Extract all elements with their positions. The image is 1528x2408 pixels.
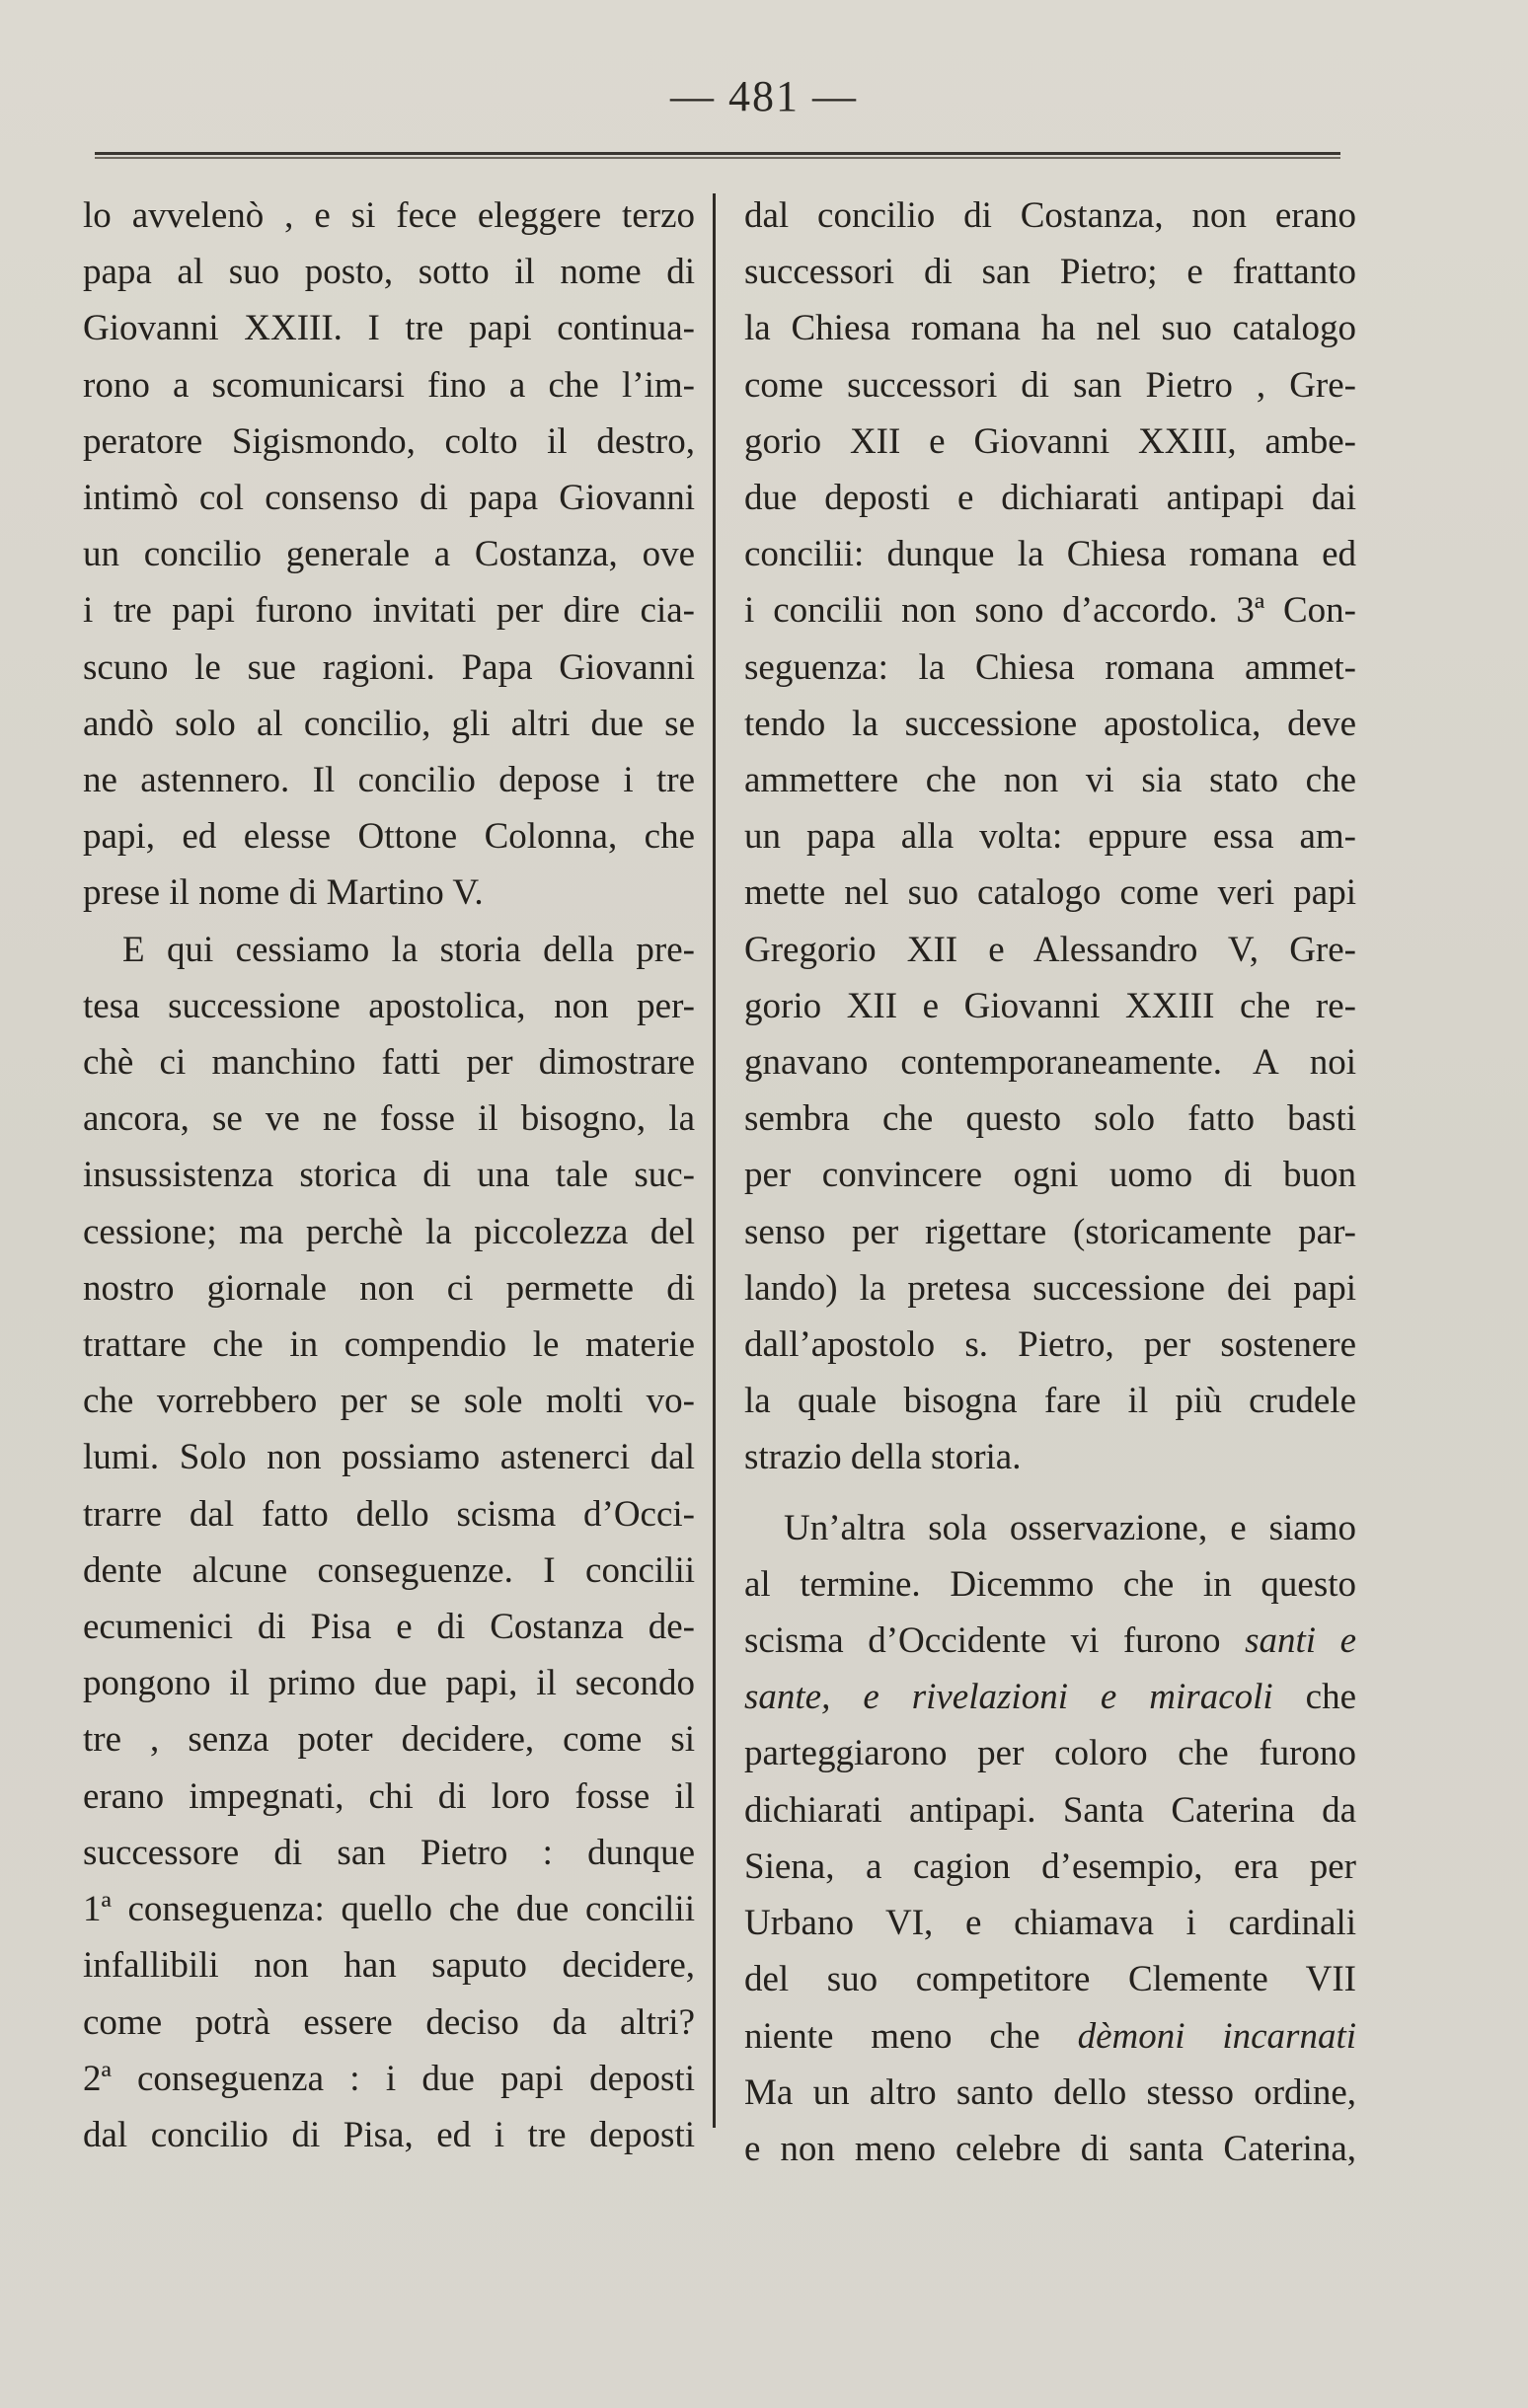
text-line: successori di san Pietro; e frattanto bbox=[744, 252, 1356, 293]
text-line: successore di san Pietro : dunque bbox=[83, 1832, 695, 1873]
text-line: gnavano contemporaneamente. A noi bbox=[744, 1042, 1356, 1084]
text-line: del suo competitore Clemente VII bbox=[744, 1959, 1356, 2000]
left-column bbox=[83, 188, 695, 2163]
page-number: — 481 — bbox=[670, 72, 858, 120]
text-line: lumi. Solo non possiamo astenerci dal bbox=[83, 1437, 695, 1478]
text-line: ecumenici di Pisa e di Costanza de- bbox=[83, 1607, 695, 1648]
text-line: e non meno celebre di santa Caterina, bbox=[744, 2128, 1356, 2169]
text-line: intimò col consenso di papa Giovanni bbox=[83, 478, 695, 519]
text-line: la quale bisogna fare il più crudele bbox=[744, 1381, 1356, 1422]
text-line: due deposti e dichiarati antipapi dai bbox=[744, 478, 1356, 519]
text-line: Giovanni XXIII. I tre papi continua- bbox=[83, 308, 695, 349]
text-line: 2ª conseguenza : i due papi deposti bbox=[83, 2058, 695, 2099]
text-line: gorio XII e Giovanni XXIII che re- bbox=[744, 985, 1356, 1026]
text-line: dichiarati antipapi. Santa Caterina da bbox=[744, 1789, 1356, 1831]
paragraph-gap bbox=[744, 1486, 1356, 1500]
text-line: dal concilio di Costanza, non erano bbox=[744, 195, 1356, 236]
text-line: strazio della storia. bbox=[744, 1437, 1022, 1478]
italic-span: dèmoni incarnati bbox=[1077, 2015, 1357, 2057]
text-line: tendo la successione apostolica, deve bbox=[744, 703, 1356, 744]
text-line: la Chiesa romana ha nel suo catalogo bbox=[744, 308, 1356, 349]
text-line: prese il nome di Martino V. bbox=[83, 872, 484, 914]
text-span: scisma d’Occidente vi furono bbox=[744, 1620, 1221, 1662]
text-line: andò solo al concilio, gli altri due se bbox=[83, 703, 695, 744]
text-line: per convincere ogni uomo di buon bbox=[744, 1155, 1356, 1196]
text-line: erano impegnati, chi di loro fosse il bbox=[83, 1775, 695, 1817]
text-line: nostro giornale non ci permette di bbox=[83, 1267, 695, 1309]
text-line: Un’altra sola osservazione, e siamo bbox=[784, 1507, 1356, 1548]
text-line bbox=[744, 2008, 1356, 2065]
italic-span: santi e bbox=[1245, 1620, 1356, 1662]
text-line: peratore Sigismondo, colto il destro, bbox=[83, 420, 695, 462]
text-line: dente alcune conseguenze. I concilii bbox=[83, 1549, 695, 1591]
text-line: dal concilio di Pisa, ed i tre deposti bbox=[83, 2114, 695, 2155]
text-line: scuno le sue ragioni. Papa Giovanni bbox=[83, 646, 695, 688]
text-line: Urbano VI, e chiamava i cardinali bbox=[744, 1903, 1356, 1944]
text-line bbox=[744, 1669, 1356, 1725]
text-line: ammettere che non vi sia stato che bbox=[744, 760, 1356, 801]
italic-span: sante, bbox=[744, 1677, 831, 1718]
text-line: come successori di san Pietro , Gre- bbox=[744, 364, 1356, 406]
text-line: insussistenza storica di una tale suc- bbox=[83, 1155, 695, 1196]
text-line: pongono il primo due papi, il secondo bbox=[83, 1663, 695, 1704]
text-line: papa al suo posto, sotto il nome di bbox=[83, 252, 695, 293]
text-line: mette nel suo catalogo come veri papi bbox=[744, 872, 1356, 914]
text-span: niente meno che bbox=[744, 2015, 1040, 2057]
italic-span: e rivelazioni e miracoli bbox=[863, 1677, 1273, 1718]
text-line: trarre dal fatto dello scisma d’Occi- bbox=[83, 1493, 695, 1535]
text-line: un papa alla volta: eppure essa am- bbox=[744, 816, 1356, 858]
text-line: sembra che questo solo fatto basti bbox=[744, 1098, 1356, 1140]
text-line: infallibili non han saputo decidere, bbox=[83, 1945, 695, 1987]
text-line: ne astennero. Il concilio depose i tre bbox=[83, 760, 695, 801]
right-column bbox=[744, 188, 1356, 2177]
text-line: Gregorio XII e Alessandro V, Gre- bbox=[744, 929, 1356, 970]
text-line: tesa successione apostolica, non per- bbox=[83, 985, 695, 1026]
text-line: i tre papi furono invitati per dire cia- bbox=[83, 590, 695, 632]
text-line: chè ci manchino fatti per dimostrare bbox=[83, 1042, 695, 1084]
text-line: i concilii non sono d’accordo. 3ª Con- bbox=[744, 590, 1356, 632]
text-line: cessione; ma perchè la piccolezza del bbox=[83, 1211, 695, 1252]
text-span: che bbox=[1305, 1677, 1357, 1718]
column-divider bbox=[713, 193, 716, 2128]
text-line: E qui cessiamo la storia della pre- bbox=[122, 929, 695, 970]
text-line: papi, ed elesse Ottone Colonna, che bbox=[83, 816, 695, 858]
header-rule bbox=[95, 152, 1340, 159]
text-line: Ma un altro santo dello stesso ordine, bbox=[744, 2071, 1356, 2113]
text-line: parteggiarono per coloro che furono bbox=[744, 1733, 1356, 1774]
text-line: che vorrebbero per se sole molti vo- bbox=[83, 1381, 695, 1422]
text-line: lando) la pretesa successione dei papi bbox=[744, 1267, 1356, 1309]
text-line: come potrà essere deciso da altri? bbox=[83, 2001, 695, 2043]
text-line: concilii: dunque la Chiesa romana ed bbox=[744, 534, 1356, 575]
text-line: al termine. Dicemmo che in questo bbox=[744, 1563, 1356, 1605]
text-line: ancora, se ve ne fosse il bisogno, la bbox=[83, 1098, 695, 1140]
text-line: 1ª conseguenza: quello che due concilii bbox=[83, 1889, 695, 1930]
text-line: trattare che in compendio le materie bbox=[83, 1324, 695, 1366]
text-line: gorio XII e Giovanni XXIII, ambe- bbox=[744, 420, 1356, 462]
text-line: senso per rigettare (storicamente par- bbox=[744, 1211, 1356, 1252]
text-line: tre , senza poter decidere, come si bbox=[83, 1719, 695, 1761]
text-line: un concilio generale a Costanza, ove bbox=[83, 534, 695, 575]
text-line: seguenza: la Chiesa romana ammet- bbox=[744, 646, 1356, 688]
text-line bbox=[744, 1613, 1356, 1669]
text-line: Siena, a cagion d’esempio, era per bbox=[744, 1845, 1356, 1887]
text-line: lo avvelenò , e si fece eleggere terzo bbox=[83, 195, 695, 236]
text-line: rono a scomunicarsi fino a che l’im- bbox=[83, 364, 695, 406]
text-line: dall’apostolo s. Pietro, per sostenere bbox=[744, 1324, 1356, 1366]
